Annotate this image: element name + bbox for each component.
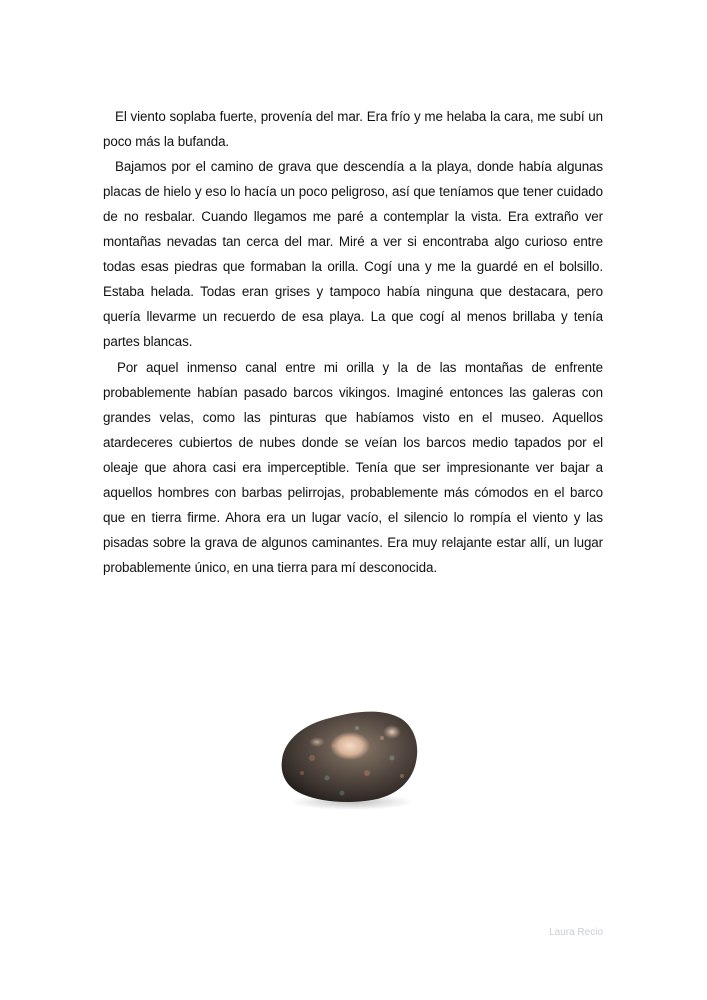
author-signature: Laura Recio	[549, 927, 603, 938]
paragraph: El viento soplaba fuerte, provenía del mar. Era frío y me helaba la cara, me subí un poco más la bufanda.	[103, 109, 603, 149]
paragraph: Por aquel inmenso canal entre mi orilla y la de las montañas de enfrente probablemente habían pasado barcos vikingos. Imaginé entonces las galeras con grandes velas, como las pinturas que habíamos visto en el museo. Aquellos atardeceres cubiertos de nubes donde se veían los barcos medio tapados por el oleaje que ahora casi era imperceptible. Tenía que ser impresionante ver bajar a aquellos hombres con barbas pelirrojas, probablemente más cómodos en el barco que en tierra firme. Ahora era un lugar vacío, el silencio lo rompía el viento y las pisadas sobre la grava de algunos caminantes. Era muy relajante estar allí, un lugar probablemente único, en una tierra para mí desconocida.	[103, 360, 603, 575]
stone-image	[272, 698, 424, 818]
stone-photo	[272, 698, 424, 818]
text-section-2	[103, 355, 603, 580]
paragraph: Bajamos por el camino de grava que descendía a la playa, donde había algunas placas de hielo y eso lo hacía un poco peligroso, así que teníamos que tener cuidado de no resbalar. Cuando llegamos me paré a contemplar la vista. Era extraño ver montañas nevadas tan cerca del mar. Miré a ver si encontraba algo curioso entre todas esas piedras que formaban la orilla. Cogí una y me la guardé en el bolsillo. Estaba helada. Todas eran grises y tampoco había ninguna que destacara, pero quería llevarme un recuerdo de esa playa. La que cogí al menos brillaba y tenía partes blancas.	[103, 159, 603, 349]
text-section-1	[103, 104, 603, 354]
